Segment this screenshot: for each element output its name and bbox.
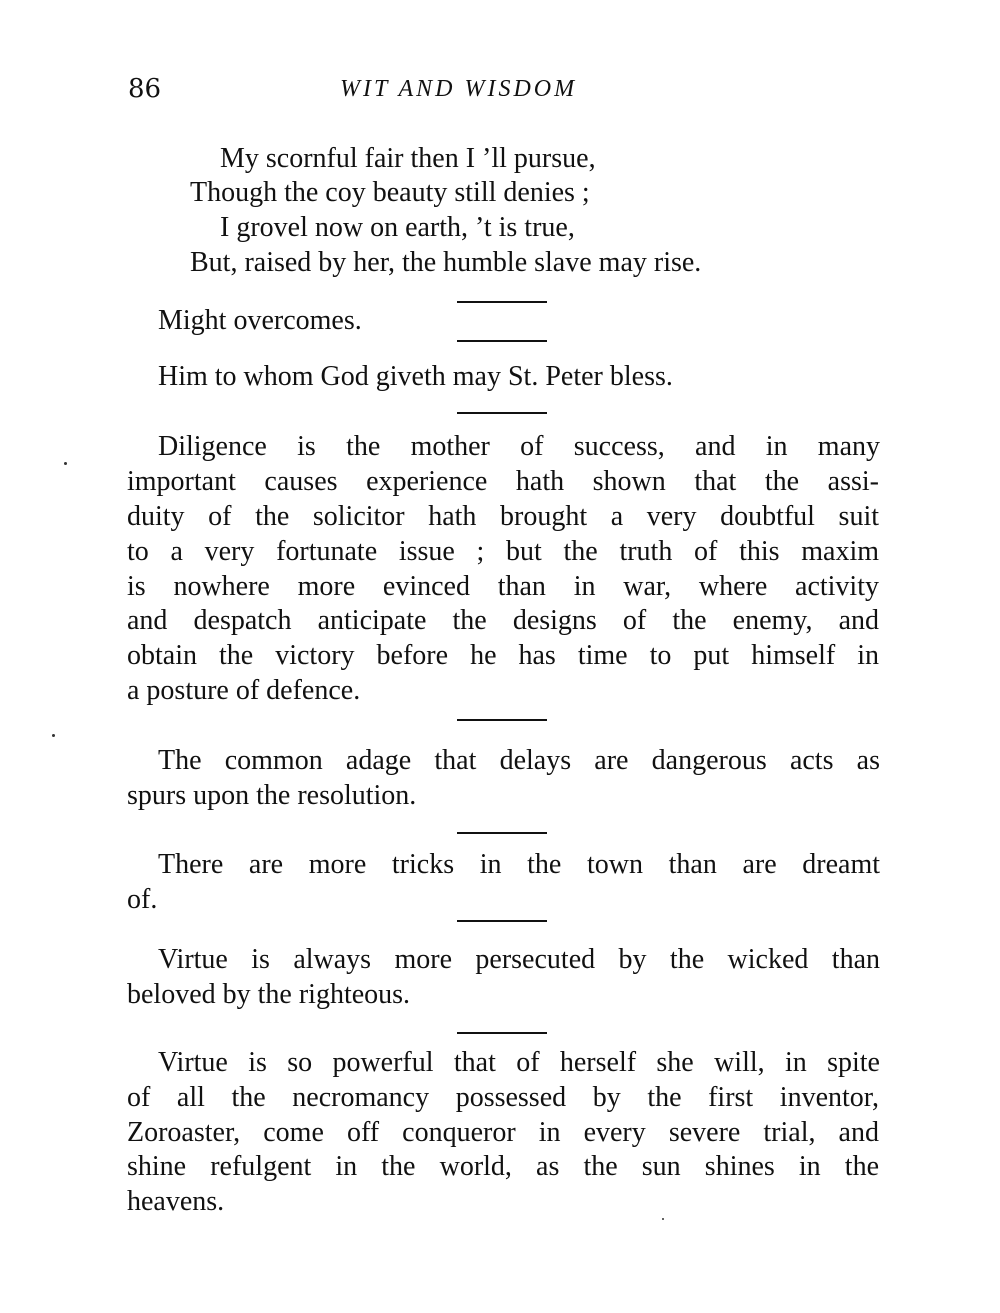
maxim-line: Virtue is so powerful that of herself she will, in spite (158, 1047, 880, 1078)
running-head: WIT AND WISDOM (340, 76, 578, 102)
separator-rule (457, 920, 547, 922)
maxim-line: spurs upon the resolution. (127, 780, 417, 811)
maxim-line: heavens. (127, 1186, 225, 1217)
maxim-line: is nowhere more evinced than in war, where activity (127, 571, 879, 602)
maxim-line: Diligence is the mother of success, and in many (158, 431, 880, 462)
separator-rule (457, 1032, 547, 1034)
maxim-line: Him to whom God giveth may St. Peter bless. (158, 361, 673, 392)
separator-rule (457, 301, 547, 303)
maxim-line: of. (127, 884, 158, 915)
separator-rule (457, 340, 547, 342)
maxim-line: There are more tricks in the town than are dreamt (158, 849, 880, 880)
maxim-line: duity of the solicitor hath brought a very doubtful suit (127, 501, 879, 532)
maxim-line: shine refulgent in the world, as the sun shines in the (127, 1151, 879, 1182)
page-number: 86 (128, 74, 162, 104)
maxim-line: Virtue is always more persecuted by the wicked than (158, 944, 880, 975)
maxim-line: to a very fortunate issue ; but the truth of this maxim (127, 536, 879, 567)
maxim-line: Zoroaster, come off conqueror in every severe trial, and (127, 1117, 879, 1148)
scan-speck (64, 462, 67, 465)
maxim-line: The common adage that delays are dangerous acts as (158, 745, 880, 776)
scan-speck (52, 734, 55, 737)
scan-speck (662, 1218, 664, 1220)
separator-rule (457, 719, 547, 721)
maxim-line: a posture of defence. (127, 675, 361, 706)
maxim-line: of all the necromancy possessed by the first inventor, (127, 1082, 879, 1113)
separator-rule (457, 412, 547, 414)
maxim-line: obtain the victory before he has time to put himself in (127, 640, 879, 671)
verse-line: I grovel now on earth, ’t is true, (220, 212, 575, 243)
maxim-line: Might overcomes. (158, 305, 362, 336)
maxim-line: and despatch anticipate the designs of the enemy, and (127, 605, 879, 636)
maxim-line: important causes experience hath shown that the assi- (127, 466, 879, 497)
verse-line: But, raised by her, the humble slave may rise. (190, 247, 702, 278)
separator-rule (457, 832, 547, 834)
verse-line: Though the coy beauty still denies ; (190, 177, 590, 208)
maxim-line: beloved by the righteous. (127, 979, 411, 1010)
verse-line: My scornful fair then I ’ll pursue, (220, 143, 596, 174)
